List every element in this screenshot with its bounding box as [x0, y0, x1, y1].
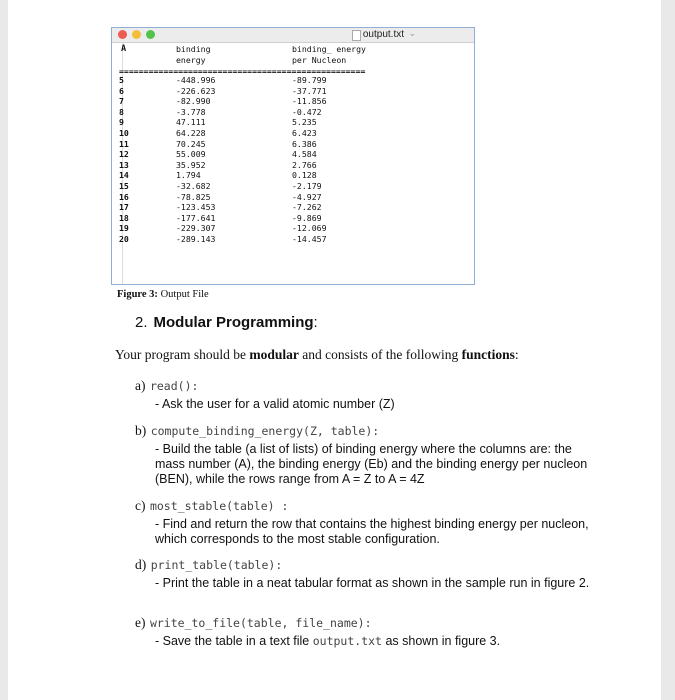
table-cell: 0.128 — [292, 170, 317, 181]
table-cell: -11.856 — [292, 96, 327, 107]
figure-caption: Figure 3: Output File — [117, 289, 209, 300]
column-mass-number — [119, 75, 129, 245]
table-cell: -229.307 — [176, 223, 216, 234]
table-cell: -4.927 — [292, 191, 322, 202]
table-cell: 5 — [119, 75, 124, 85]
table-cell: 17 — [119, 202, 129, 213]
table-cell: -82.990 — [176, 96, 211, 107]
table-cell: -3.778 — [176, 106, 206, 117]
table-cell: 10 — [119, 127, 129, 138]
table-cell: 14 — [119, 170, 129, 181]
intro-paragraph: Your program should be modular and consists of the following functions: — [115, 347, 519, 362]
table-cell: 11 — [119, 138, 129, 149]
table-cell: -123.453 — [176, 202, 216, 213]
document-page — [8, 0, 661, 700]
table-cell: -7.262 — [292, 202, 322, 213]
list-item: d) print_table(table): - Print the table in a neat tabular format as shown in the sample run in figure 2. — [135, 557, 590, 590]
table-cell: 20 — [119, 233, 129, 244]
window-titlebar — [112, 28, 474, 43]
table-cell: -37.771 — [292, 85, 327, 96]
table-cell: 64.228 — [176, 127, 206, 138]
table-cell: 5.235 — [292, 117, 317, 128]
table-cell: -177.641 — [176, 212, 216, 223]
table-cell: -14.457 — [292, 233, 327, 244]
table-cell: 6.386 — [292, 138, 317, 149]
table-cell: 8 — [119, 106, 124, 117]
table-cell: -2.179 — [292, 180, 322, 191]
list-item: e) write_to_file(table, file_name): - Save the table in a text file output.txt as shown in figure 3. — [135, 615, 501, 648]
table-cell: 6 — [119, 85, 124, 96]
window-title: output.txt — [362, 29, 404, 40]
table-cell: 35.952 — [176, 159, 206, 170]
header-separator: ================================================== — [119, 66, 366, 76]
list-item: c) most_stable(table) : - Find and return the row that contains the highest binding energy per nucleon, which corresponds to the most stable configuration. — [135, 498, 589, 546]
table-cell: -0.472 — [292, 106, 322, 117]
close-icon[interactable] — [118, 30, 127, 39]
table-cell: 19 — [119, 223, 129, 234]
chevron-down-icon[interactable]: ⌄ — [408, 28, 416, 38]
column-binding-energy — [176, 75, 215, 245]
column-binding-energy-per-nucleon — [292, 75, 327, 245]
table-cell: -89.799 — [292, 75, 327, 85]
table-cell: -448.996 — [176, 75, 216, 85]
table-cell: 13 — [119, 159, 129, 170]
table-cell: 12 — [119, 149, 129, 160]
list-item: a) read(): - Ask the user for a valid atomic number (Z) — [135, 378, 395, 411]
section-heading: 2. Modular Programming: — [135, 314, 318, 331]
table-cell: 55.009 — [176, 149, 206, 160]
list-item: b) compute_binding_energy(Z, table): - Build the table (a list of lists) of binding energy where the columns are: the mass number (A), the binding energy (Eb) and the binding energy per nucleon (BEN), while the rows range from A = Z to A = 4Z — [135, 423, 588, 486]
table-cell: 6.423 — [292, 127, 317, 138]
table-cell: 15 — [119, 180, 129, 191]
header-col-a: A — [121, 44, 127, 54]
table-cell: -12.069 — [292, 223, 327, 234]
table-cell: -226.623 — [176, 85, 216, 96]
minimize-icon[interactable] — [132, 30, 141, 39]
table-cell: 7 — [119, 96, 124, 107]
table-cell: 4.584 — [292, 149, 317, 160]
table-cell: 2.766 — [292, 159, 317, 170]
document-icon — [352, 30, 361, 41]
table-cell: 47.111 — [176, 117, 206, 128]
table-cell: 18 — [119, 212, 129, 223]
header-col-b: binding energy — [176, 44, 211, 65]
table-cell: 70.245 — [176, 138, 206, 149]
table-cell: 1.794 — [176, 170, 201, 181]
table-cell: -9.869 — [292, 212, 322, 223]
figure-window — [111, 27, 475, 285]
table-cell: -32.682 — [176, 180, 211, 191]
header-col-c: binding_ energy per Nucleon — [292, 44, 366, 65]
table-cell: -78.825 — [176, 191, 211, 202]
zoom-icon[interactable] — [146, 30, 155, 39]
table-cell: 16 — [119, 191, 129, 202]
table-cell: 9 — [119, 117, 124, 128]
table-cell: -289.143 — [176, 233, 216, 244]
